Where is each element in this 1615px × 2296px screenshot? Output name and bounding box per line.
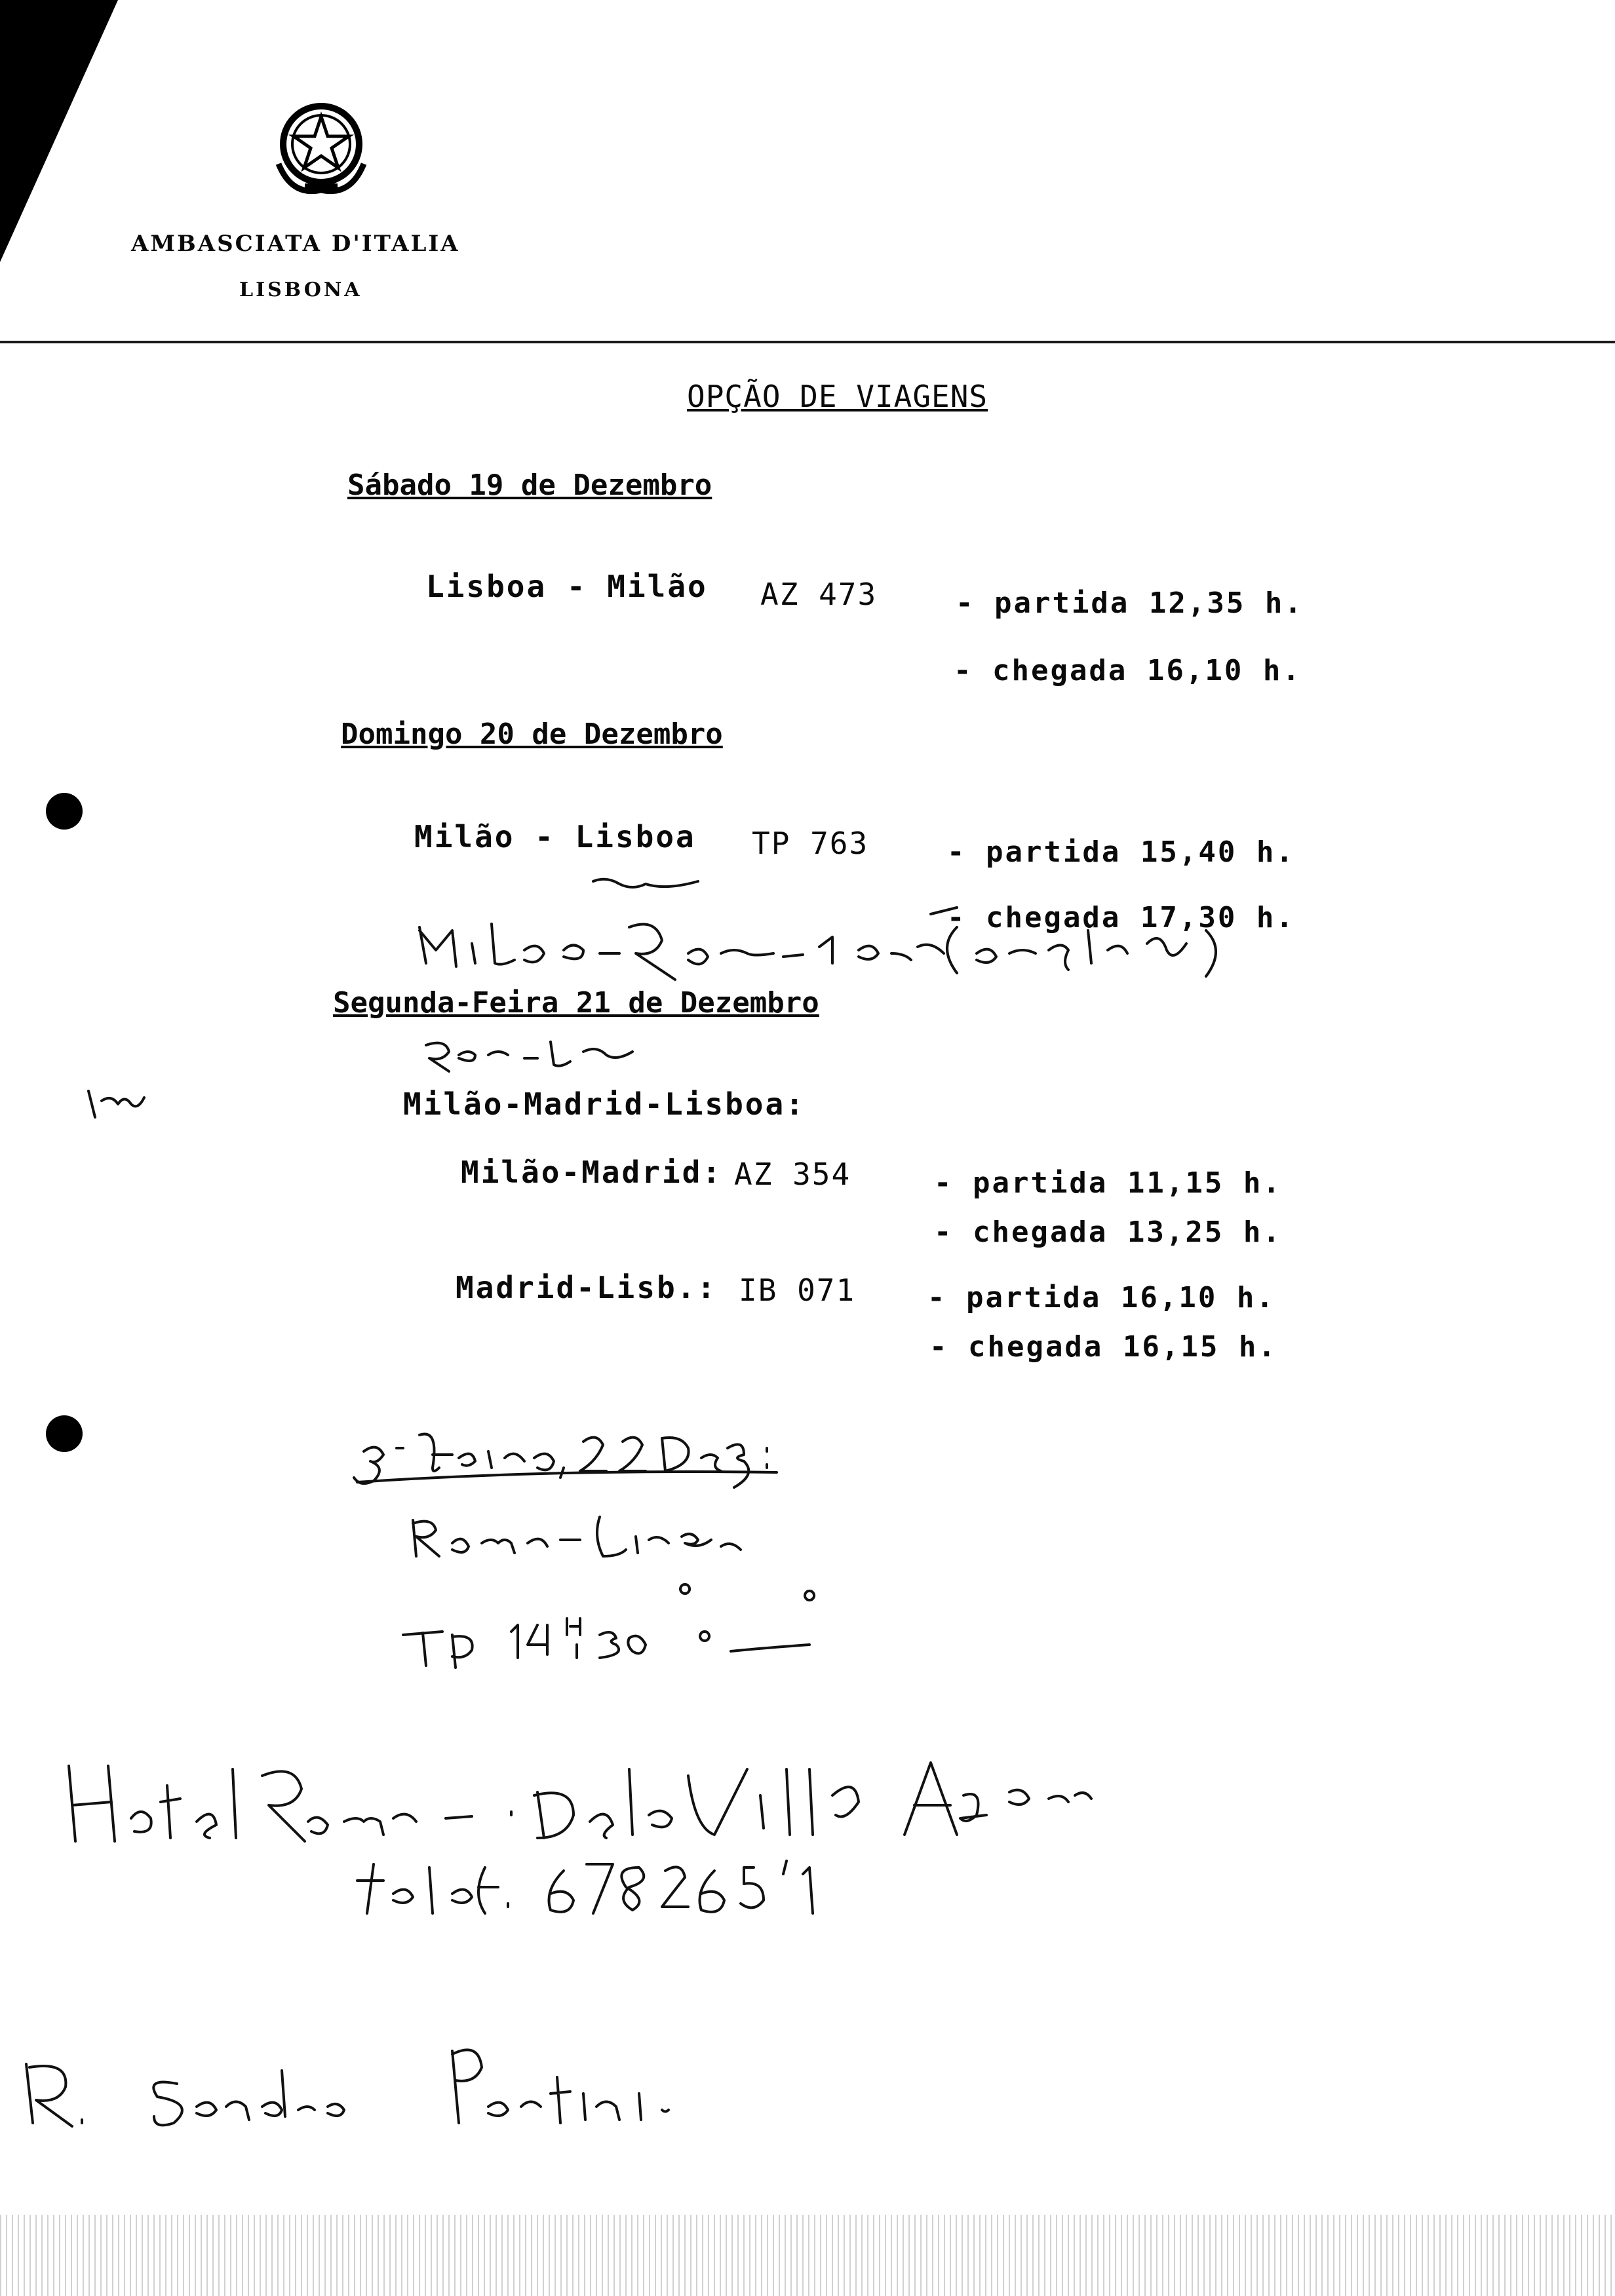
flight-number: AZ 473	[760, 577, 878, 612]
flight-route: Lisboa - Milão	[426, 569, 708, 604]
itinerary-label: Milão-Madrid-Lisboa:	[403, 1086, 806, 1122]
handwritten-note-6	[69, 1763, 1091, 1841]
day-heading-monday: Segunda-Feira 21 de Dezembro	[333, 986, 819, 1020]
day-heading-saturday: Sábado 19 de Dezembro	[347, 469, 712, 502]
handwritten-note-7	[357, 1861, 813, 1913]
departure-time: - partida 15,40 h.	[947, 835, 1295, 869]
handwritten-note-8	[26, 2050, 669, 2126]
arrival-time: - chegada 13,25 h.	[934, 1215, 1282, 1249]
handwritten-note-5	[403, 1618, 809, 1668]
arrival-time: - chegada 16,10 h.	[954, 654, 1302, 687]
page-title: OPÇÃO DE VIAGENS	[687, 379, 988, 414]
handwritten-scribble	[593, 879, 698, 887]
handwritten-note-2	[426, 1042, 632, 1071]
handwritten-note-1	[419, 924, 1216, 980]
handwritten-note-1-text	[0, 0, 1, 1]
flight-number: IB 071	[739, 1272, 856, 1308]
flight-route: Milão-Madrid:	[461, 1155, 723, 1190]
handwritten-underline	[357, 1472, 777, 1482]
day-heading-sunday: Domingo 20 de Dezembro	[341, 718, 723, 751]
letterhead-institution: AMBASCIATA D'ITALIA	[131, 231, 460, 257]
departure-time: - partida 16,10 h.	[927, 1281, 1275, 1314]
handwritten-note-4	[413, 1517, 741, 1556]
departure-time: - partida 11,15 h.	[934, 1166, 1282, 1200]
letterhead-city: LISBONA	[239, 278, 362, 301]
handwritten-scribble	[88, 1091, 144, 1117]
scan-noise-strip	[0, 2215, 1615, 2296]
flight-number: TP 763	[752, 826, 869, 861]
handwritten-mark	[680, 1584, 814, 1641]
flight-number: AZ 354	[734, 1157, 851, 1192]
arrival-time: - chegada 16,15 h.	[929, 1330, 1277, 1364]
flight-route: Madrid-Lisb.:	[456, 1270, 718, 1305]
departure-time: - partida 12,35 h.	[956, 586, 1304, 620]
handwritten-scribble	[931, 908, 957, 914]
arrival-time: - chegada 17,30 h.	[947, 901, 1295, 934]
flight-route: Milão - Lisboa	[414, 819, 696, 854]
